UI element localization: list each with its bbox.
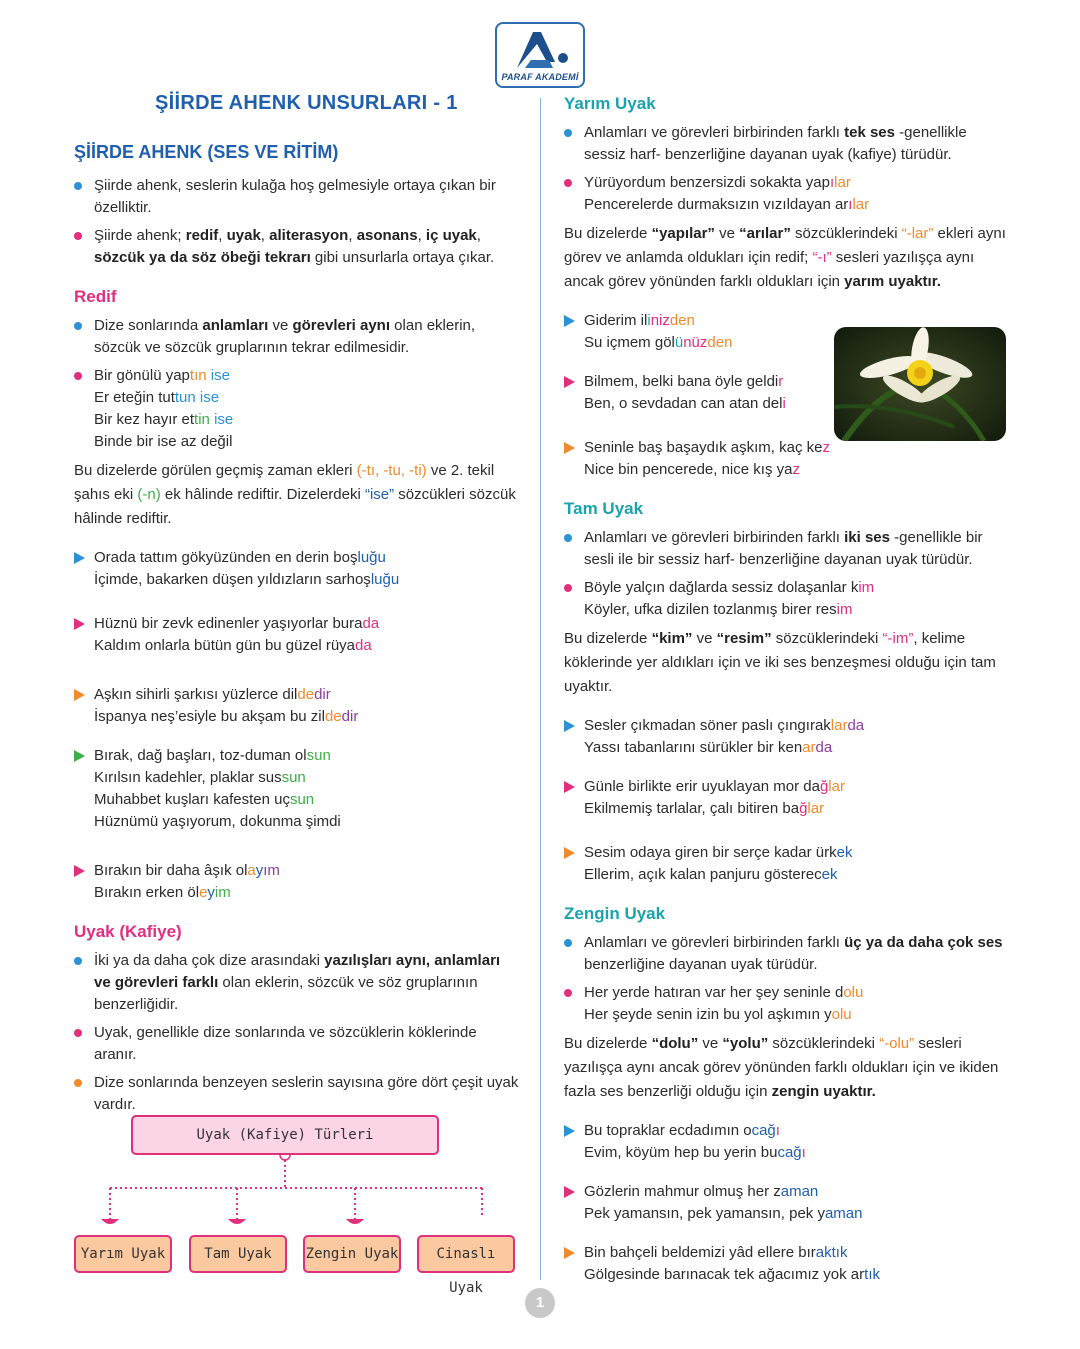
- right-column: [564, 94, 1010, 1286]
- redif-example-3: Aşkın sihirli şarkısı yüzlerce dildedir İspanya neş’esiyle bu akşam bu zildedir: [74, 684, 520, 728]
- yarim-uyak-example-3: Seninle baş başaydık aşkım, kaç kez Nice bin pencerede, nice kış yaz: [564, 437, 844, 481]
- zengin-uyak-example-3: Bin bahçeli beldemizi yâd ellere bıraktık Gölgesinde barınacak tek ağacımız yok artık: [564, 1242, 1010, 1286]
- uyak-bullet-3: Dize sonlarında benzeyen seslerin sayısına göre dört çeşit uyak vardır.: [74, 1072, 520, 1116]
- tam-uyak-heading: Tam Uyak: [564, 499, 644, 518]
- column-divider: [540, 98, 541, 1280]
- diagram-zengin-uyak: Zengin Uyak: [303, 1235, 401, 1273]
- tam-uyak-definition: Anlamları ve görevleri birbirinden farklı iki ses -genellikle bir sesli ile bir sessiz harf- benzerliğine dayanan uyak türüdür.: [564, 527, 1010, 571]
- flower-image: [834, 327, 1006, 441]
- yarim-uyak-example: Yürüyordum benzersizdi sokakta yapılar Pencerelerde durmaksızın vızıldayan arılar: [564, 172, 1010, 216]
- yarim-uyak-definition: Anlamları ve görevleri birbirinden farklı tek ses -genellikle sessiz harf- benzerliğine dayanan uyak (kafiye) türüdür.: [564, 122, 1010, 166]
- logo-text: PARAF AKADEMİ: [501, 72, 579, 82]
- tam-uyak-example-3: Sesim odaya giren bir serçe kadar ürkek Ellerim, açık kalan panjuru gösterecek: [564, 842, 1010, 886]
- tam-uyak-example-2: Günle birlikte erir uyuklayan mor dağlar Ekilmemiş tarlalar, çalı bitiren bağlar: [564, 776, 1010, 820]
- redif-example-1: Orada tattım gökyüzünden en derin boşluğu İçimde, bakarken düşen yıldızların sarhoşluğu: [74, 547, 520, 591]
- uyak-heading: Uyak (Kafiye): [74, 922, 182, 941]
- uyak-types-diagram: [74, 1115, 520, 1296]
- yarim-uyak-example-1: Giderim ilinizden Su içmem gölünüzden: [564, 310, 826, 354]
- redif-example: Bir gönülü yaptın ise Er eteğin tuttun ise Bir kez hayır ettin ise Binde bir ise az değil: [74, 365, 520, 453]
- redif-heading: Redif: [74, 287, 117, 306]
- left-column: [74, 138, 520, 1122]
- intro-bullet-1: Şiirde ahenk, seslerin kulağa hoş gelmesiyle ortaya çıkan bir özelliktir.: [74, 175, 520, 219]
- redif-example-5: Bırakın bir daha âşık olayım Bırakın erken öleyim: [74, 860, 520, 904]
- uyak-definition: İki ya da daha çok dize arasındaki yazılışları aynı, anlamları ve görevleri farklı olan eklerin, sözcük ve söz gruplarının benzerliğidir.: [74, 950, 520, 1016]
- redif-explanation: Bu dizelerde görülen geçmiş zaman ekleri (-tı, -tu, -ti) ve 2. tekil şahıs eki (-n) ek hâlinde rediftir. Dizelerdeki “ise” sözcükleri sözcük hâlinde rediftir.: [74, 462, 516, 527]
- yarim-uyak-explanation: Bu dizelerde “yapılar” ve “arılar” sözcüklerindeki “-lar” ekleri aynı görev ve anlamda oldukları için redif; “-ı” sesleri yazılışça aynı ancak görev yönünden farklı oldukları için yarım uyaktır.: [564, 225, 1006, 290]
- tam-uyak-example-1: Sesler çıkmadan söner paslı çıngıraklarda Yassı tabanlarını sürükler bir kenarda: [564, 715, 1010, 759]
- diagram-tam-uyak: Tam Uyak: [189, 1235, 287, 1273]
- tam-uyak-example: Böyle yalçın dağlarda sessiz dolaşanlar kim Köyler, ufka dizilen tozlanmış birer resim: [564, 577, 1010, 621]
- redif-example-2: Hüznü bir zevk edinenler yaşıyorlar burada Kaldım onlarla bütün gün bu güzel rüyada: [74, 613, 520, 657]
- diagram-root: Uyak (Kafiye) Türleri: [131, 1115, 439, 1155]
- paraf-akademi-logo: [495, 22, 585, 88]
- section-title: ŞİİRDE AHENK (SES VE RİTİM): [74, 142, 339, 162]
- intro-bullet-2: Şiirde ahenk; redif, uyak, aliterasyon, asonans, iç uyak, sözcük ya da söz öbeği tekrarı gibi unsurlarla ortaya çıkar.: [74, 225, 520, 269]
- zengin-uyak-explanation: Bu dizelerde “dolu” ve “yolu” sözcüklerindeki “-olu” sesleri yazılışça aynı ancak görev yönünden farklı oldukları için ve ikiden fazla ses benzerliği olduğu için zengin uyaktır.: [564, 1035, 999, 1100]
- zengin-uyak-definition: Anlamları ve görevleri birbirinden farklı üç ya da daha çok ses benzerliğine dayanan uyak türüdür.: [564, 932, 1010, 976]
- diagram-cinasli-uyak: Cinaslı Uyak: [417, 1235, 515, 1273]
- zengin-uyak-heading: Zengin Uyak: [564, 904, 666, 923]
- yarim-uyak-example-2: Bilmem, belki bana öyle geldir Ben, o sevdadan can atan deli: [564, 371, 826, 415]
- page-number: 1: [525, 1288, 555, 1318]
- zengin-uyak-example-1: Bu topraklar ecdadımın ocağı Evim, köyüm hep bu yerin bucağı: [564, 1120, 1010, 1164]
- redif-definition: Dize sonlarında anlamları ve görevleri aynı olan eklerin, sözcük ve sözcük gruplarının tekrar edilmesidir.: [74, 315, 520, 359]
- zengin-uyak-example-2: Gözlerin mahmur olmuş her zaman Pek yamansın, pek yamansın, pek yaman: [564, 1181, 1010, 1225]
- page-title: ŞİİRDE AHENK UNSURLARI - 1: [155, 92, 458, 114]
- uyak-bullet-2: Uyak, genellikle dize sonlarında ve sözcüklerin köklerinde aranır.: [74, 1022, 520, 1066]
- flower-photo: [834, 327, 1006, 441]
- yarim-uyak-heading: Yarım Uyak: [564, 94, 656, 113]
- redif-example-4: Bırak, dağ başları, toz-duman olsun Kırılsın kadehler, plaklar sussun Muhabbet kuşları kafesten uçsun Hüznümü yaşıyorum, dokunma şimdi: [74, 745, 520, 833]
- diagram-yarim-uyak: Yarım Uyak: [74, 1235, 172, 1273]
- tam-uyak-explanation: Bu dizelerde “kim” ve “resim” sözcüklerindeki “-im”, kelime köklerinde yer aldıkları için ve iki ses benzeşmesi olduğu için tam uyaktır.: [564, 630, 996, 695]
- zengin-uyak-example: Her yerde hatıran var her şey seninle dolu Her şeyde senin izin bu yol aşkımın yolu: [564, 982, 1010, 1026]
